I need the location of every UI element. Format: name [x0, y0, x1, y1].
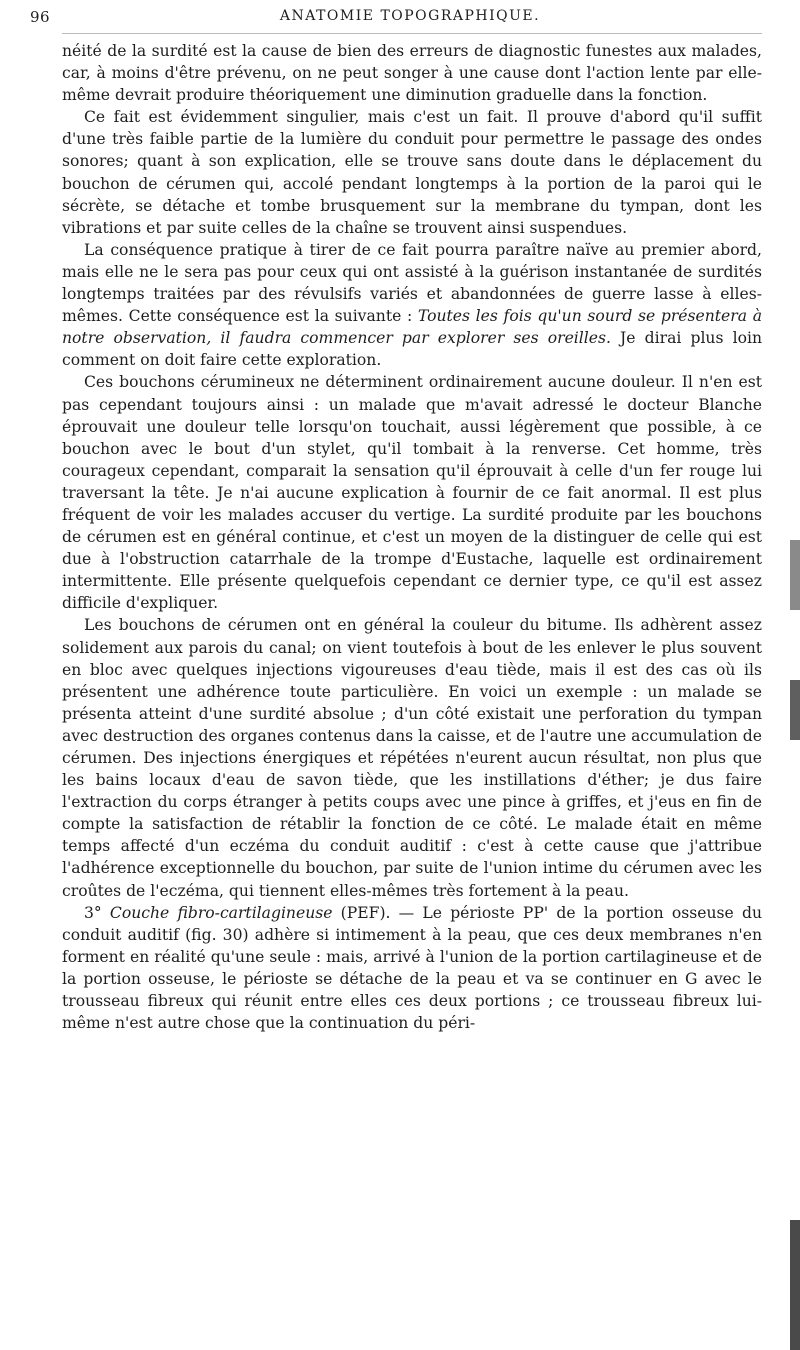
paragraph	[62, 902, 762, 1035]
text-run: Ces bouchons cérumineux ne déterminent ordinairement aucune douleur. Il n'en est pas cependant toujours ainsi : un malade que m'avait adressé le docteur Blanche éprouvait une douleur telle lorsqu'on touchait, aussi légèrement que possible, à ce bouchon avec le bout d'un stylet, qu'il tombait à la renverse. Cet homme, très courageux cependant, comparait la sensation qu'il éprouvait à celle d'un fer rouge lui traversant la tête. Je n'ai aucune explication à fournir de ce fait anormal. Il est plus fréquent de voir les malades accuser du vertige. La surdité produite par les bouchons de cérumen est en général continue, et c'est un moyen de la distinguer de celle qui est due à l'obstruction catarrhale de la trompe d'Eustache, laquelle est ordinairement intermittente. Elle présente quelquefois cependant ce dernier type, ce qu'il est assez difficile d'expliquer.	[62, 373, 762, 613]
text-run: (PEF). — Le périoste PP' de la portion osseuse du conduit auditif (fig. 30) adhère si intimement à la peau, que ces deux membranes n'en forment en réalité qu'une seule : mais, arrivé à l'union de la portion cartilagineuse et de la portion osseuse, le périoste se détache de la peau et va se continuer en G avec le trousseau fibreux qui réunit entre elles ces deux portions ; ce trousseau fibreux lui-même n'est autre chose que la continuation du péri-	[62, 903, 762, 1033]
text-run: Les bouchons de cérumen ont en général la couleur du bitume. Ils adhèrent assez solidement aux parois du canal; on vient toutefois à bout de les enlever le plus souvent en bloc avec quelques injections vigoureuses d'eau tiède, mais il est des cas où ils présentent une adhérence toute particulière. En voici un exemple : un malade se présenta atteint d'une surdité absolue ; d'un côté existait une perforation du tympan avec destruction des organes contenus dans la caisse, et de l'autre une accumulation de cérumen. Des injections énergiques et répétées n'eurent aucun résultat, non plus que les bains locaux d'eau de savon tiède, que les instillations d'éther; je dus faire l'extraction du corps étranger à petits coups avec une pince à griffes, et j'eus en fin de compte la satisfaction de rétablir la fonction de ce côté. Le malade était en même temps affecté d'un eczéma du conduit auditif : c'est à cette cause que j'attribue l'adhérence exceptionnelle du bouchon, par suite de l'union intime du cérumen avec les croûtes de l'eczéma, qui tiennent elles-mêmes très fortement à la peau.	[62, 616, 762, 900]
header-rule	[62, 33, 762, 34]
page-edge-shadow	[790, 540, 800, 610]
page-edge-shadow	[790, 1220, 800, 1350]
page-edge-shadow	[790, 680, 800, 740]
paragraph	[62, 614, 762, 901]
italic-section-title: Couche fibro-cartilagineuse	[109, 903, 333, 922]
italic-rule-text: Toutes les fois qu'un sourd se présentera à notre observation, il faudra commencer par explorer ses oreilles.	[62, 307, 762, 348]
page-number: 96	[30, 8, 51, 26]
text-run: néité de la surdité est la cause de bien des erreurs de diagnostic funestes aux malades, car, à moins d'être prévenu, on ne peut songer à une cause dont l'action lente par elle-même devrait produire théoriquement une diminution graduelle dans la fonction.	[62, 42, 762, 105]
text-run: 3°	[84, 903, 110, 922]
paragraph	[62, 371, 762, 614]
text-run: Je dirai plus loin comment on doit faire cette exploration.	[62, 329, 762, 370]
paragraph	[62, 106, 762, 239]
text-run: La conséquence pratique à tirer de ce fait pourra paraître naïve au premier abord, mais elle ne le sera pas pour ceux qui ont assisté à la guérison instantanée de surdités longtemps traitées par des révulsifs variés et abandonnées de guerre lasse à elles-mêmes. Cette conséquence est la suivante :	[62, 240, 762, 326]
body-text	[62, 40, 762, 1034]
paragraph	[62, 239, 762, 372]
running-head: ANATOMIE TOPOGRAPHIQUE.	[279, 8, 541, 24]
text-run: Ce fait est évidemment singulier, mais c'est un fait. Il prouve d'abord qu'il suffit d'une très faible partie de la lumière du conduit pour permettre le passage des ondes sonores; quant à son explication, elle se trouve sans doute dans le déplacement du bouchon de cérumen qui, accolé pendant longtemps à la portion de la paroi qui le sécrète, se détache et tombe brusquement sur la membrane du tympan, dont les vibrations et par suite celles de la chaîne se trouvent ainsi suspendues.	[62, 108, 762, 237]
paragraph-continued	[62, 40, 762, 106]
